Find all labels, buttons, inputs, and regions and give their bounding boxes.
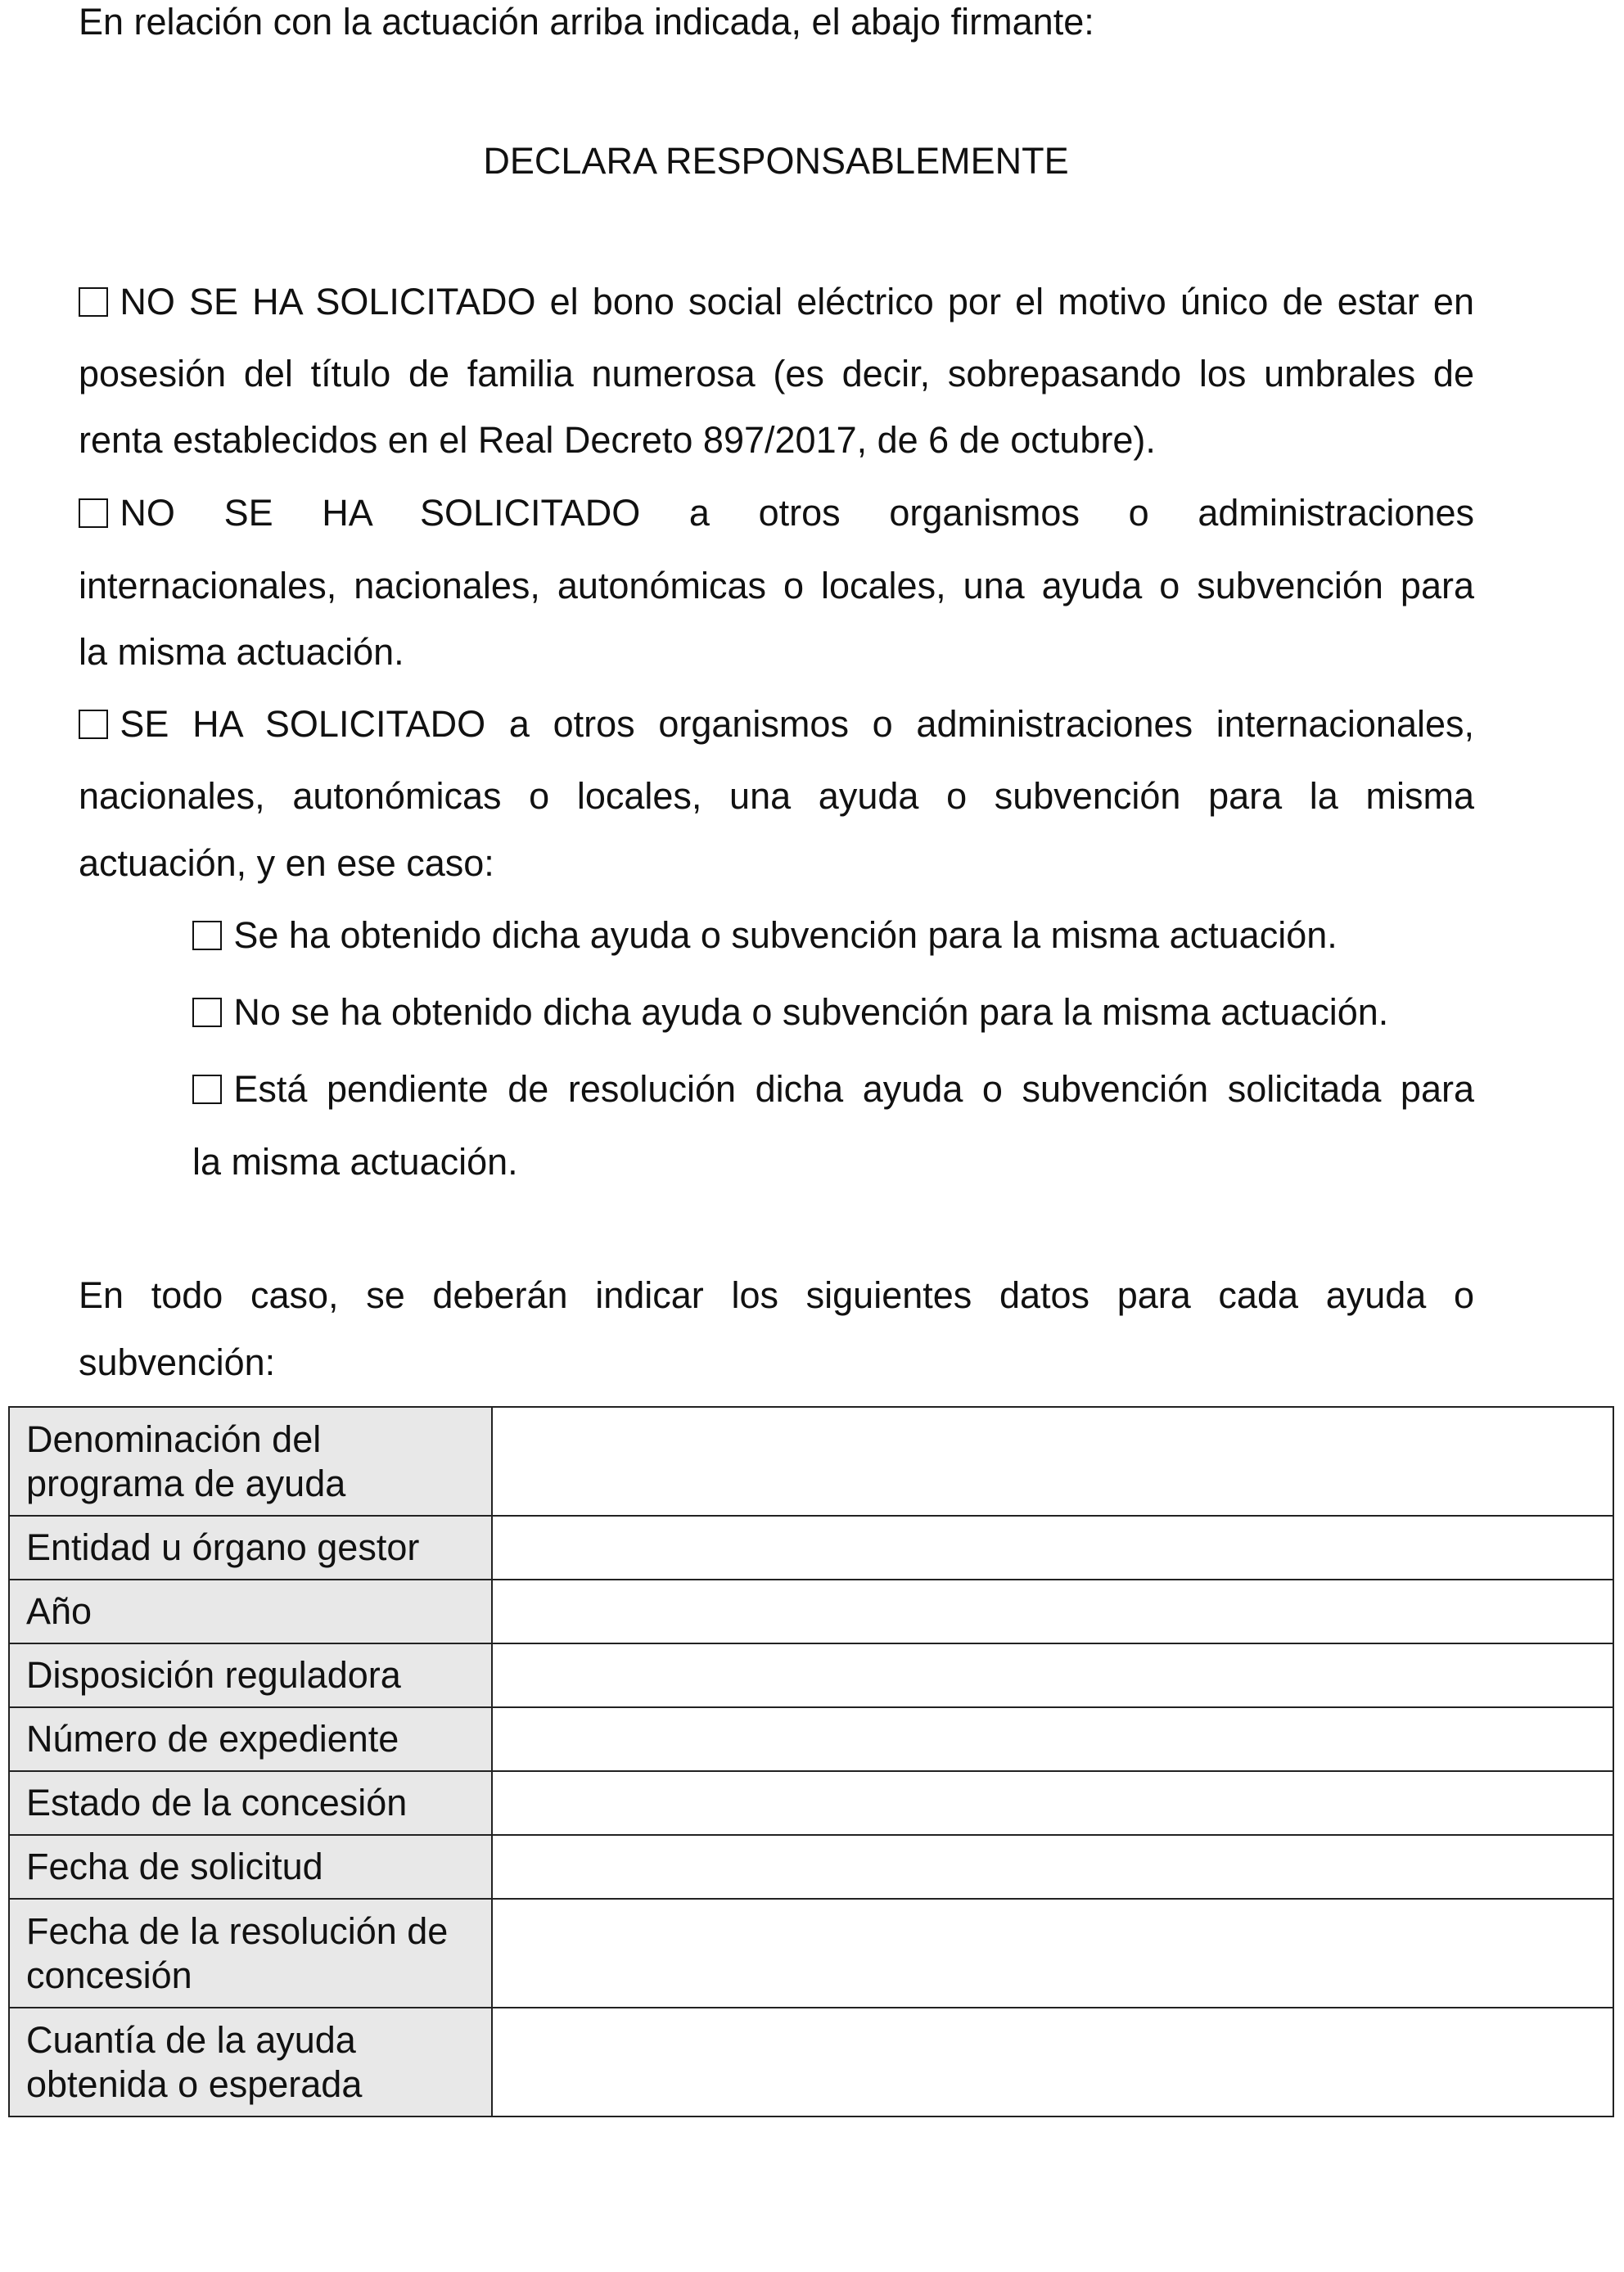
option-no-solicitado-line2: internacionales, nacionales, autonómicas o locales, una ayuda o subvención para: [79, 565, 1474, 606]
option-solicitado-line3: actuación, y en ese caso:: [79, 842, 494, 884]
row-label-entidad: Entidad u órgano gestor: [9, 1516, 492, 1580]
table-row: [9, 1643, 1613, 1707]
field-fecha-resolucion[interactable]: [492, 1899, 1613, 2008]
field-fecha-solicitud[interactable]: [492, 1835, 1613, 1899]
row-label-estado: Estado de la concesión: [9, 1771, 492, 1835]
table-row: [9, 1407, 1613, 1516]
note-line1: En todo caso, se deberán indicar los siguientes datos para cada ayuda o: [79, 1274, 1474, 1316]
suboption-obtained-label: Se ha obtenido dicha ayuda o subvención para la misma actuación.: [233, 914, 1338, 956]
option-no-bono-social-line3: renta establecidos en el Real Decreto 897/2017, de 6 de octubre).: [79, 419, 1156, 461]
table-row: [9, 1899, 1613, 2008]
checkbox-pending[interactable]: [192, 1075, 222, 1104]
row-label-fecha-resolucion: Fecha de la resolución de concesión: [9, 1899, 492, 2008]
table-row: [9, 1771, 1613, 1835]
row-label-fecha-solicitud: Fecha de solicitud: [9, 1835, 492, 1899]
option-no-solicitado-line3: la misma actuación.: [79, 631, 404, 673]
row-label-disposicion: Disposición reguladora: [9, 1643, 492, 1707]
aid-data-table: [8, 1406, 1614, 2117]
suboption-pending-line1: Está pendiente de resolución dicha ayuda o subvención solicitada para: [233, 1068, 1474, 1110]
option-solicitado-line1: SE HA SOLICITADO a otros organismos o administraciones internacionales,: [120, 703, 1474, 745]
table-row: [9, 1516, 1613, 1580]
field-disposicion[interactable]: [492, 1643, 1613, 1707]
row-label-cuantia: Cuantía de la ayuda obtenida o esperada: [9, 2008, 492, 2116]
option-no-bono-social-line1: NO SE HA SOLICITADO el bono social eléctrico por el motivo único de estar en: [120, 281, 1474, 322]
table-row: [9, 1707, 1613, 1771]
option-no-bono-social: [79, 280, 1474, 324]
field-estado[interactable]: [492, 1771, 1613, 1835]
note-line2: subvención:: [79, 1341, 276, 1383]
checkbox-not-obtained[interactable]: [192, 998, 222, 1027]
option-no-solicitado-line1: NO SE HA SOLICITADO a otros organismos o administraciones: [120, 492, 1474, 534]
option-solicitado-line2: nacionales, autonómicas o locales, una ayuda o subvención para la misma: [79, 775, 1474, 817]
field-entidad[interactable]: [492, 1516, 1613, 1580]
checkbox-no-bono-social[interactable]: [79, 287, 108, 317]
row-label-programa: Denominación del programa de ayuda: [9, 1407, 492, 1516]
suboption-obtained: [192, 913, 1338, 958]
checkbox-no-solicitado[interactable]: [79, 498, 108, 528]
field-programa[interactable]: [492, 1407, 1613, 1516]
row-label-anio: Año: [9, 1580, 492, 1643]
suboption-not-obtained: [192, 990, 1388, 1035]
table-row: [9, 2008, 1613, 2116]
suboption-not-obtained-label: No se ha obtenido dicha ayuda o subvención para la misma actuación.: [233, 991, 1389, 1033]
table-row: [9, 1580, 1613, 1643]
suboption-pending-line2: la misma actuación.: [192, 1141, 518, 1183]
declaration-heading: DECLARA RESPONSABLEMENTE: [483, 140, 1069, 182]
checkbox-obtained[interactable]: [192, 921, 222, 950]
option-no-solicitado: [79, 491, 1474, 535]
option-no-bono-social-line2: posesión del título de familia numerosa (es decir, sobrepasando los umbrales de: [79, 353, 1474, 394]
field-cuantia[interactable]: [492, 2008, 1613, 2116]
field-anio[interactable]: [492, 1580, 1613, 1643]
row-label-expediente: Número de expediente: [9, 1707, 492, 1771]
field-expediente[interactable]: [492, 1707, 1613, 1771]
option-solicitado: [79, 702, 1474, 746]
intro-text: En relación con la actuación arriba indicada, el abajo firmante:: [79, 1, 1094, 43]
suboption-pending: [192, 1067, 1474, 1111]
table-row: [9, 1835, 1613, 1899]
checkbox-solicitado[interactable]: [79, 710, 108, 739]
